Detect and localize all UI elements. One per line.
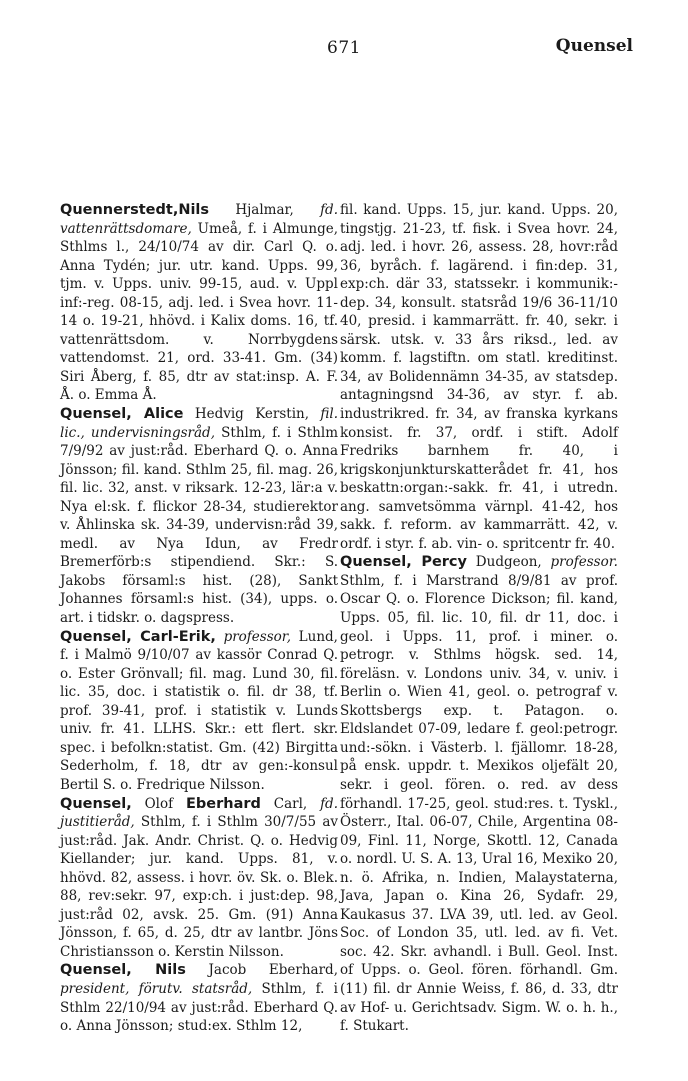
entry-name: Quensel, Alice: [60, 406, 184, 423]
entry-text: Sthlm, f. i Sthlm 30/7/55 av just:råd. Jak. Andr. Christ. Q. o. Hedvig Kiellander; jur. kand. Upps. 81, v. hhövd. 82, assess. i hovr. öv. Sk. o. Blek. 88, rev:sekr. 97, exp:ch. i just:dep. 98, just:råd 02, avsk. 25. Gm. (91) Anna Jönsson, f. 65, d. 25, dtr av lantbr. Jöns Christiansson o. Kerstin Nilsson.: [60, 814, 338, 960]
entry-title: professor.: [550, 554, 618, 571]
entry-given-names: [216, 629, 224, 645]
entry-name-called: Eberhard: [185, 795, 261, 812]
entry-given-names-rest: Carl,: [260, 795, 321, 812]
biography-entry: [60, 961, 338, 1035]
entry-given-names: Dudgeon,: [466, 554, 551, 571]
page-number: 671: [327, 38, 361, 58]
entry-text: Sthlm, f. i Sthlm 7/9/92 av just:råd. Eberhard Q. o. Anna Jönsson; fil. kand. Sthlm 25, fil. mag. 26, fil. lic. 32, anst. v riksark. 12-23, lär:a v. Nya el:sk. f. flickor 28-34, studierektor v. Åhlinska sk. 34-39, undervisn:råd 39, medl. av Nya Idun, av Fredr Bremerförb:s stipendiend. Skr.: S. Jakobs församl:s hist. (28), Sankt Johannes församl:s hist. (34), upps. o. art. i tidskr. o. dagspress.: [60, 424, 338, 627]
entry-text: Sthlm, f. i Sthlm 22/10/94 av just:råd. Eberhard Q. o. Anna Jönsson; stud:ex. Sthlm 12,: [60, 980, 338, 1035]
entry-given-names: Hedvig Kerstin,: [183, 406, 321, 423]
entry-name: Quensel, Percy: [340, 554, 467, 571]
entry-title: professor,: [223, 628, 292, 645]
entry-title: president, förutv. statsråd,: [60, 980, 253, 997]
entry-title: fil. lic., undervisningsråd,: [60, 406, 339, 441]
entry-name: Quensel, Carl-Erik,: [60, 628, 216, 645]
entry-continuation: [340, 201, 618, 553]
entry-text: Lund, f. i Malmö 9/10/07 av kassör Conrad Q. o. Ester Grönvall; fil. mag. Lund 30, fil. lic. 35, doc. i statistik o. fil. dr 38, tf. prof. 39-41, prof. i statistik v. Lunds univ. fr. 41. LLHS. Skr.: ett flert. skr. spec. i befolkn:statist. Gm. (42) Birgitta Sederholm, f. 18, dtr av gen:-konsul Bertil S. o. Fredrique Nilsson.: [60, 628, 338, 793]
biography-entry: [340, 553, 618, 1035]
entry-given-names: Hjalmar,: [209, 202, 321, 218]
biography-entry: [60, 405, 338, 628]
entry-given-names: Olof: [131, 795, 186, 812]
entry-title: fd. vattenrättsdomare,: [60, 202, 338, 237]
left-column: [60, 201, 338, 1036]
biography-entry: [60, 628, 338, 795]
entry-title: fd. justitieråd,: [60, 795, 338, 831]
biography-entry: [60, 795, 338, 962]
running-head: Quensel: [555, 36, 633, 56]
entry-text: fil. kand. Upps. 15, jur. kand. Upps. 20, tingstjg. 21-23, tf. fisk. i Svea hovr. 24, adj. led. i hovr. 26, assess. 28, hovr:råd 36, byråch. f. lagärend. i fin:dep. 31, exp:ch. där 33, statssekr. i kommunik:-dep. 34, konsult. statsråd 19/6 36-11/10 40, presid. i kammarrätt. fr. 40, sekr. i särsk. utsk. v. 33 års riksd., led. av komm. f. lagstiftn. om statl. kreditinst. 34, av Bolidennämn 34-35, av statsdep. antagningsnd 34-36, av styr. f. ab. industrikred. fr. 34, av franska kyrkans konsist. fr. 37, ordf. i stift. Adolf Fredriks barnhem fr. 40, i krigskonjunkturskatterådet fr. 41, hos beskattn:organ:-sakk. fr. 41, i utredn. ang. samvetsömma värnpl. 41-42, hos sakk. f. reform. av kammarrätt. 42, v. ordf. i styr. f. ab. vin- o. spritcentr fr. 40.: [340, 202, 618, 552]
biography-entry: [60, 201, 338, 405]
right-column: [340, 201, 618, 1036]
entry-text: Umeå, f. i Almunge, Sthlms l., 24/10/74 av dir. Carl Q. o. Anna Tydén; jur. utr. kand. Upps. 99, tjm. v. Upps. univ. 99-15, aud. v. Uppl inf:-reg. 08-15, adj. led. i Svea hovr. 11-14 o. 19-21, hhövd. i Kalix doms. 16, tf. vattenrättsdom. v. Norrbygdens vattendomst. 21, ord. 33-41. Gm. (34) Siri Åberg, f. 85, dtr av stat:insp. A. F. Å. o. Emma Å.: [60, 220, 338, 404]
entry-text: Sthlm, f. i Marstrand 8/9/81 av prof. Oscar Q. o. Florence Dickson; fil. kand, Upps. 05, fil. lic. 10, fil. dr 11, doc. i geol. i Upps. 11, prof. i miner. o. petrogr. v. Sthlms högsk. sed. 14, föreläsn. v. Londons univ. 34, v. univ. i Berlin o. Wien 41, geol. o. petrograf v. Skottsbergs exp. t. Patagon. o. Eldslandet 07-09, ledare f. geol:petrogr. und:-sökn. i Västerb. l. fjällomr. 18-28, på ensk. uppdr. t. Mexikos oljefält 20, sekr. i geol. fören. o. red. av dess förhandl. 17-25, geol. stud:res. t. Tyskl., Österr., Ital. 06-07, Chile, Argentina 08-09, Finl. 11, Norge, Skottl. 12, Canada o. nordl. U. S. A. 13, Ural 16, Mexiko 20, n. ö. Afrika, n. Indien, Malaystaterna, Java, Japan o. Kina 26, Sydafr. 29, Kaukasus 37. LVA 39, utl. led. av Geol. Soc. of London 35, utl. led. av fi. Vet. soc. 42. Skr. avhandl. i Bull. Geol. Inst. of Upps. o. Geol. fören. förhandl. Gm. (11) fil. dr Annie Weiss, f. 86, d. 33, dtr av Hof- u. Gerichtsadv. Sigm. W. o. h. h., f. Stukart.: [340, 572, 618, 1035]
entry-name: Quensel, Nils: [60, 962, 186, 979]
entry-name: Quensel,: [60, 795, 132, 812]
entry-given-names: Jacob Eberhard,: [185, 962, 338, 979]
entry-name: Quennerstedt,Nils: [60, 202, 210, 218]
